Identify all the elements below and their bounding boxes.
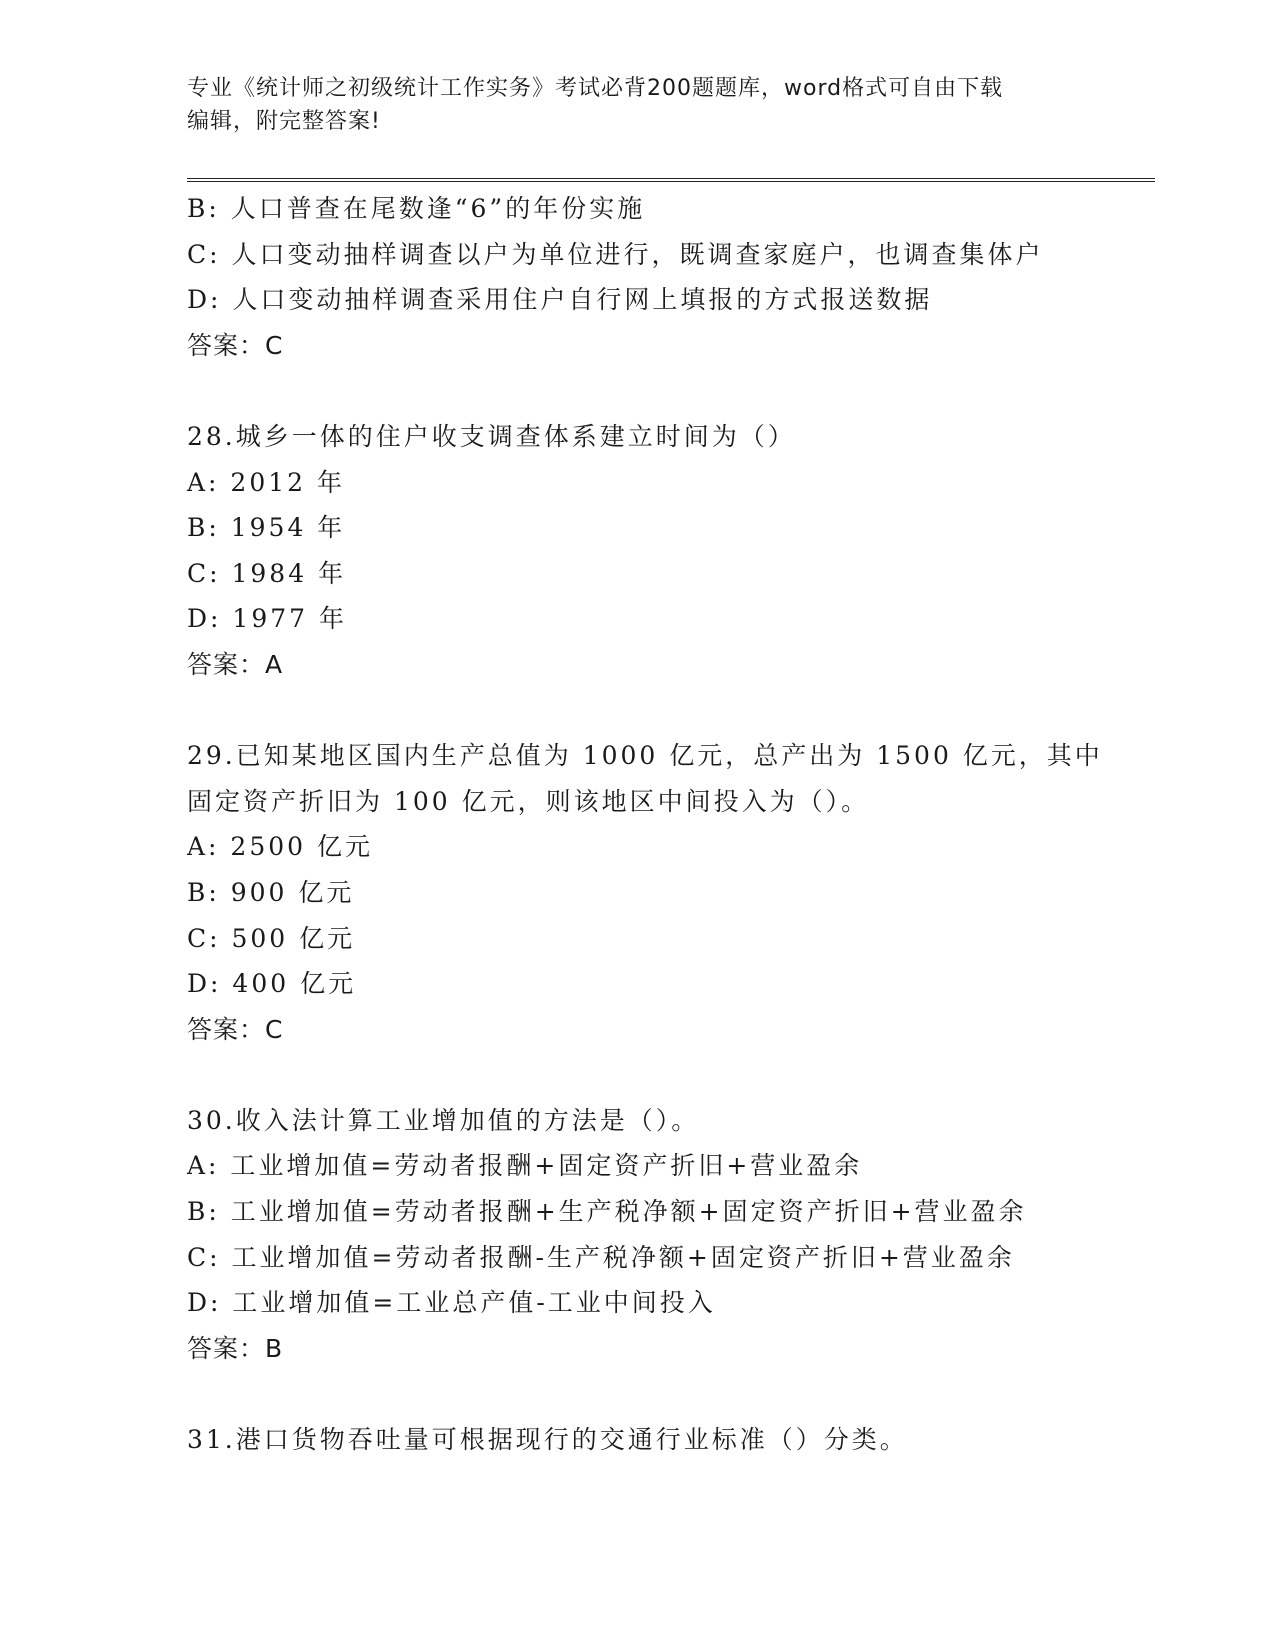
question-30 (187, 1098, 1087, 1372)
answer: 答案：A (187, 649, 284, 679)
question-text-line-2: 固定资产折旧为 100 亿元，则该地区中间投入为（）。 (187, 786, 870, 816)
option-a: A: 2012 年 (187, 467, 345, 497)
option-d: D: 1977 年 (187, 604, 347, 634)
option-c: C: 500 亿元 (187, 923, 356, 953)
answer: 答案：B (187, 1333, 284, 1363)
question-28 (187, 414, 1087, 688)
question-text: 31.港口货物吞吐量可根据现行的交通行业标准（）分类。 (187, 1425, 908, 1455)
option-c: C: 工业增加值=劳动者报酬-生产税净额+固定资产折旧+营业盈余 (187, 1242, 1015, 1272)
spacer (187, 688, 1087, 734)
option-a: A: 工业增加值=劳动者报酬+固定资产折旧+营业盈余 (187, 1151, 863, 1181)
option-c: C: 1984 年 (187, 558, 347, 588)
question-29 (187, 733, 1103, 1052)
option-d: D: 工业增加值=工业总产值-工业中间投入 (187, 1288, 716, 1318)
spacer (187, 1371, 1087, 1417)
option-b: B: 工业增加值=劳动者报酬+生产税净额+固定资产折旧+营业盈余 (187, 1197, 1027, 1227)
header-divider (187, 178, 1155, 182)
question-31 (187, 1417, 1087, 1463)
option-c: C: 人口变动抽样调查以户为单位进行，既调查家庭户，也调查集体户 (187, 239, 1044, 269)
spacer (187, 368, 1087, 414)
answer: 答案：C (187, 330, 284, 360)
option-b: B: 1954 年 (187, 513, 346, 543)
answer: 答案：C (187, 1014, 284, 1044)
header-line-2: 编辑，附完整答案! (187, 109, 381, 134)
option-b: B: 人口普查在尾数逢“6”的年份实施 (187, 194, 646, 223)
option-b: B: 900 亿元 (187, 877, 355, 907)
spacer (187, 1052, 1087, 1098)
question-text: 28.城乡一体的住户收支调查体系建立时间为（） (187, 421, 796, 451)
header-line-1: 专业《统计师之初级统计工作实务》考试必背200题题库，word格式可自由下载 (187, 76, 1004, 101)
page-header (187, 72, 1067, 138)
option-d: D: 人口变动抽样调查采用住户自行网上填报的方式报送数据 (187, 285, 933, 315)
question-text-line-1: 29.已知某地区国内生产总值为 1000 亿元，总产出为 1500 亿元，其中 (187, 741, 1103, 771)
option-a: A: 2500 亿元 (187, 832, 373, 862)
document-body (187, 186, 1103, 1463)
question-text: 30.收入法计算工业增加值的方法是（）。 (187, 1105, 700, 1135)
question-27-continued (187, 186, 1087, 368)
option-d: D: 400 亿元 (187, 969, 357, 999)
